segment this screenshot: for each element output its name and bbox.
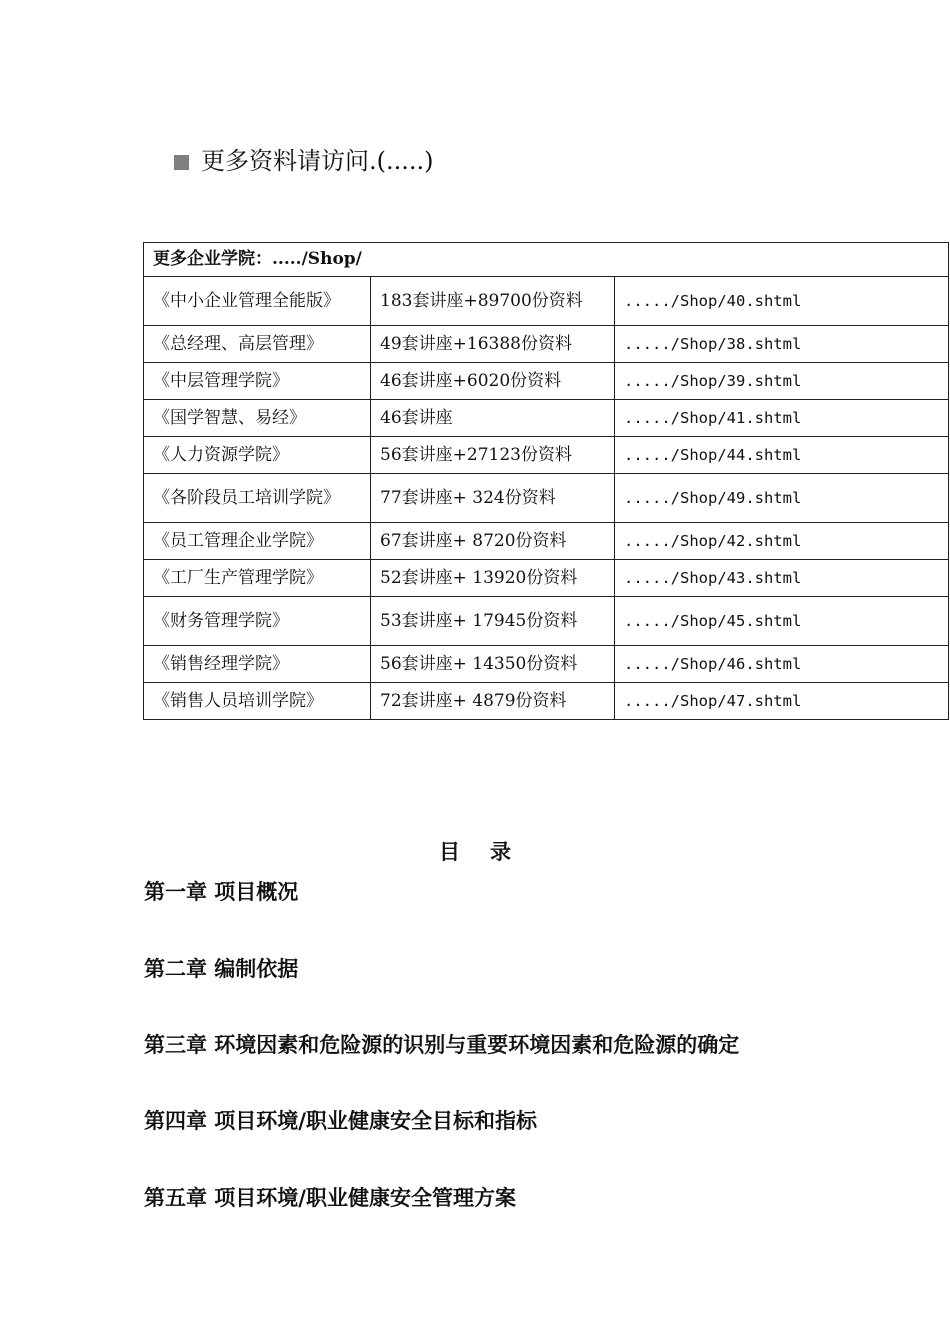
course-name: 《人力资源学院》 [144, 437, 371, 474]
course-link[interactable]: ...../Shop/47.shtml [615, 683, 949, 720]
table-row [144, 646, 949, 683]
course-link[interactable]: ...../Shop/44.shtml [615, 437, 949, 474]
course-link[interactable]: ...../Shop/38.shtml [615, 326, 949, 363]
course-link[interactable]: ...../Shop/43.shtml [615, 560, 949, 597]
toc-chapter-5[interactable]: 第五章 项目环境/职业健康安全管理方案 [144, 1185, 516, 1210]
toc-chapter-1[interactable]: 第一章 项目概况 [144, 879, 299, 904]
course-name: 《销售人员培训学院》 [144, 683, 371, 720]
table-row [144, 683, 949, 720]
course-link[interactable]: ...../Shop/41.shtml [615, 400, 949, 437]
table-row [144, 363, 949, 400]
visit-line [174, 144, 434, 178]
toc-chapter-2[interactable]: 第二章 编制依据 [144, 956, 299, 981]
toc-chapter-3[interactable]: 第三章 环境因素和危险源的识别与重要环境因素和危险源的确定 [144, 1032, 740, 1057]
course-link[interactable]: ...../Shop/40.shtml [615, 277, 949, 326]
course-name: 《中小企业管理全能版》 [144, 277, 371, 326]
table-row [144, 597, 949, 646]
visit-text: 更多资料请访问.(.....) [201, 147, 434, 175]
course-content: 183套讲座+89700份资料 [371, 277, 615, 326]
toc-title: 目录 [439, 839, 541, 864]
course-name: 《工厂生产管理学院》 [144, 560, 371, 597]
table-header-row [144, 243, 949, 277]
shop-table [143, 242, 949, 720]
course-name: 《销售经理学院》 [144, 646, 371, 683]
course-content: 46套讲座 [371, 400, 615, 437]
square-bullet-icon [174, 155, 189, 170]
course-name: 《总经理、高层管理》 [144, 326, 371, 363]
table-header: 更多企业学院：...../Shop/ [144, 243, 949, 277]
course-name: 《财务管理学院》 [144, 597, 371, 646]
table-row [144, 560, 949, 597]
course-name: 《各阶段员工培训学院》 [144, 474, 371, 523]
table-row [144, 474, 949, 523]
course-link[interactable]: ...../Shop/39.shtml [615, 363, 949, 400]
course-link[interactable]: ...../Shop/49.shtml [615, 474, 949, 523]
table-row [144, 437, 949, 474]
course-content: 77套讲座+ 324份资料 [371, 474, 615, 523]
table-row [144, 277, 949, 326]
course-link[interactable]: ...../Shop/46.shtml [615, 646, 949, 683]
course-link[interactable]: ...../Shop/42.shtml [615, 523, 949, 560]
course-content: 52套讲座+ 13920份资料 [371, 560, 615, 597]
course-content: 56套讲座+27123份资料 [371, 437, 615, 474]
toc-chapter-4[interactable]: 第四章 项目环境/职业健康安全目标和指标 [144, 1108, 537, 1133]
course-content: 49套讲座+16388份资料 [371, 326, 615, 363]
course-name: 《国学智慧、易经》 [144, 400, 371, 437]
course-content: 67套讲座+ 8720份资料 [371, 523, 615, 560]
course-name: 《员工管理企业学院》 [144, 523, 371, 560]
table-row [144, 326, 949, 363]
course-content: 72套讲座+ 4879份资料 [371, 683, 615, 720]
course-content: 53套讲座+ 17945份资料 [371, 597, 615, 646]
table-row [144, 523, 949, 560]
course-content: 46套讲座+6020份资料 [371, 363, 615, 400]
course-content: 56套讲座+ 14350份资料 [371, 646, 615, 683]
table-row [144, 400, 949, 437]
course-name: 《中层管理学院》 [144, 363, 371, 400]
course-link[interactable]: ...../Shop/45.shtml [615, 597, 949, 646]
